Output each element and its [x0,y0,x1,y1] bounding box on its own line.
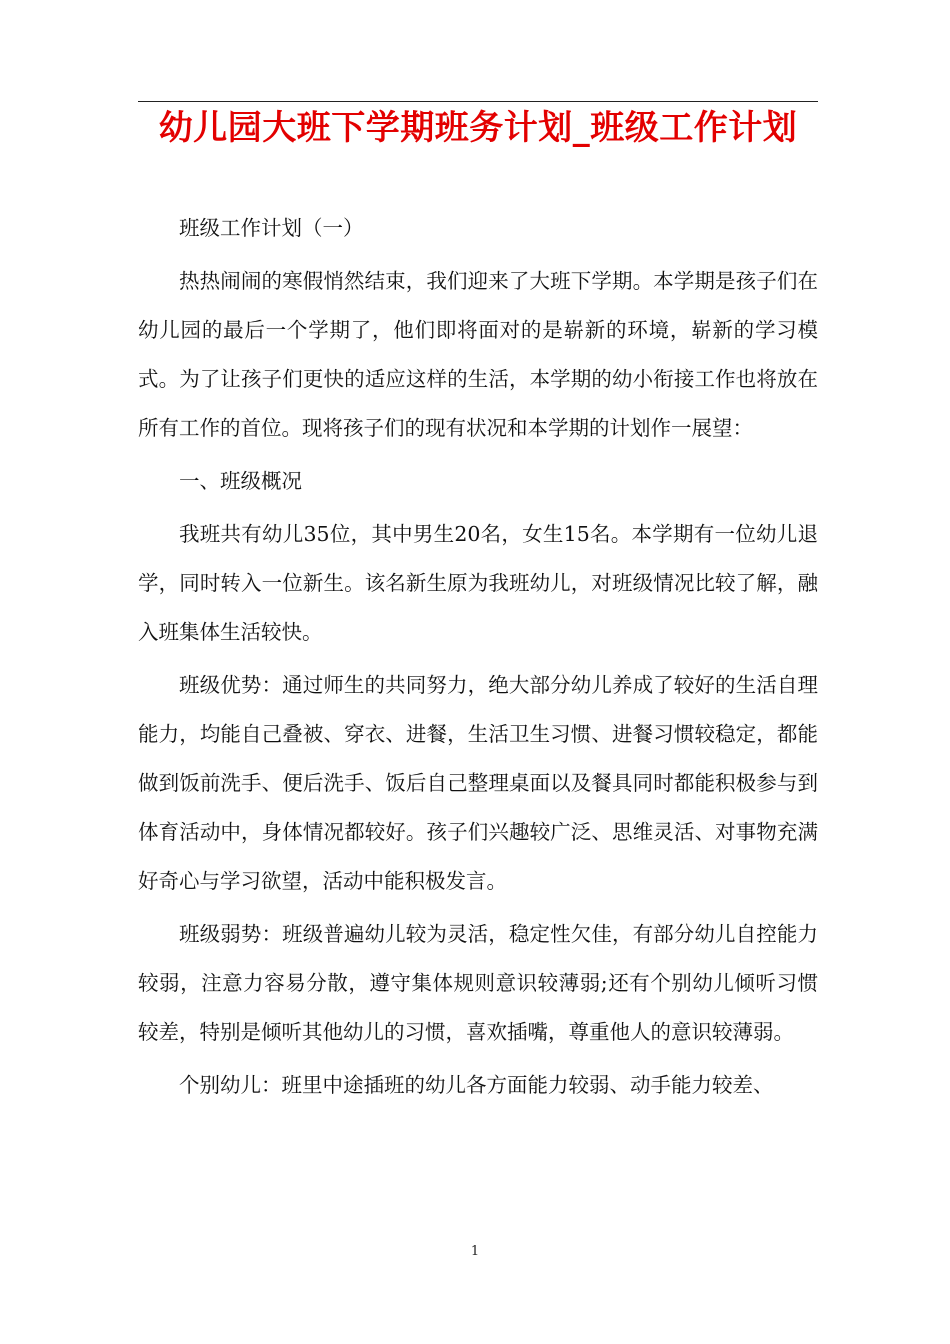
document-body [138,204,818,1110]
strengths-paragraph: 班级优势：通过师生的共同努力，绝大部分幼儿养成了较好的生活自理能力，均能自己叠被、穿衣、进餐，生活卫生习惯、进餐习惯较稳定，都能做到饭前洗手、便后洗手、饭后自己整理桌面以及餐具同时都能积极参与到体育活动中，身体情况都较好。孩子们兴趣较广泛、思维灵活、对事物充满好奇心与学习欲望，活动中能积极发言。 [138,673,818,893]
weaknesses-paragraph: 班级弱势：班级普遍幼儿较为灵活，稳定性欠佳，有部分幼儿自控能力较弱，注意力容易分散，遵守集体规则意识较薄弱;还有个别幼儿倾听习惯较差，特别是倾听其他幼儿的习惯，喜欢插嘴，尊重他人的意识较薄弱。 [138,922,818,1044]
document-title: 幼儿园大班下学期班务计划_班级工作计划 [158,108,798,148]
page-number: 1 [470,1244,480,1259]
intro-paragraph: 热热闹闹的寒假悄然结束，我们迎来了大班下学期。本学期是孩子们在幼儿园的最后一个学期了，他们即将面对的是崭新的环境，崭新的学习模式。为了让孩子们更快的适应这样的生活，本学期的幼小衔接工作也将放在所有工作的首位。现将孩子们的现有状况和本学期的计划作一展望： [138,269,818,440]
header-rule [138,101,818,102]
overview-paragraph: 我班共有幼儿35位，其中男生20名，女生15名。本学期有一位幼儿退学，同时转入一位新生。该名新生原为我班幼儿，对班级情况比较了解，融入班集体生活较快。 [138,522,818,644]
section-title: 班级工作计划（一） [179,216,364,240]
heading-class-overview: 一、班级概况 [179,469,302,493]
individual-paragraph: 个别幼儿：班里中途插班的幼儿各方面能力较弱、动手能力较差、 [179,1073,774,1097]
